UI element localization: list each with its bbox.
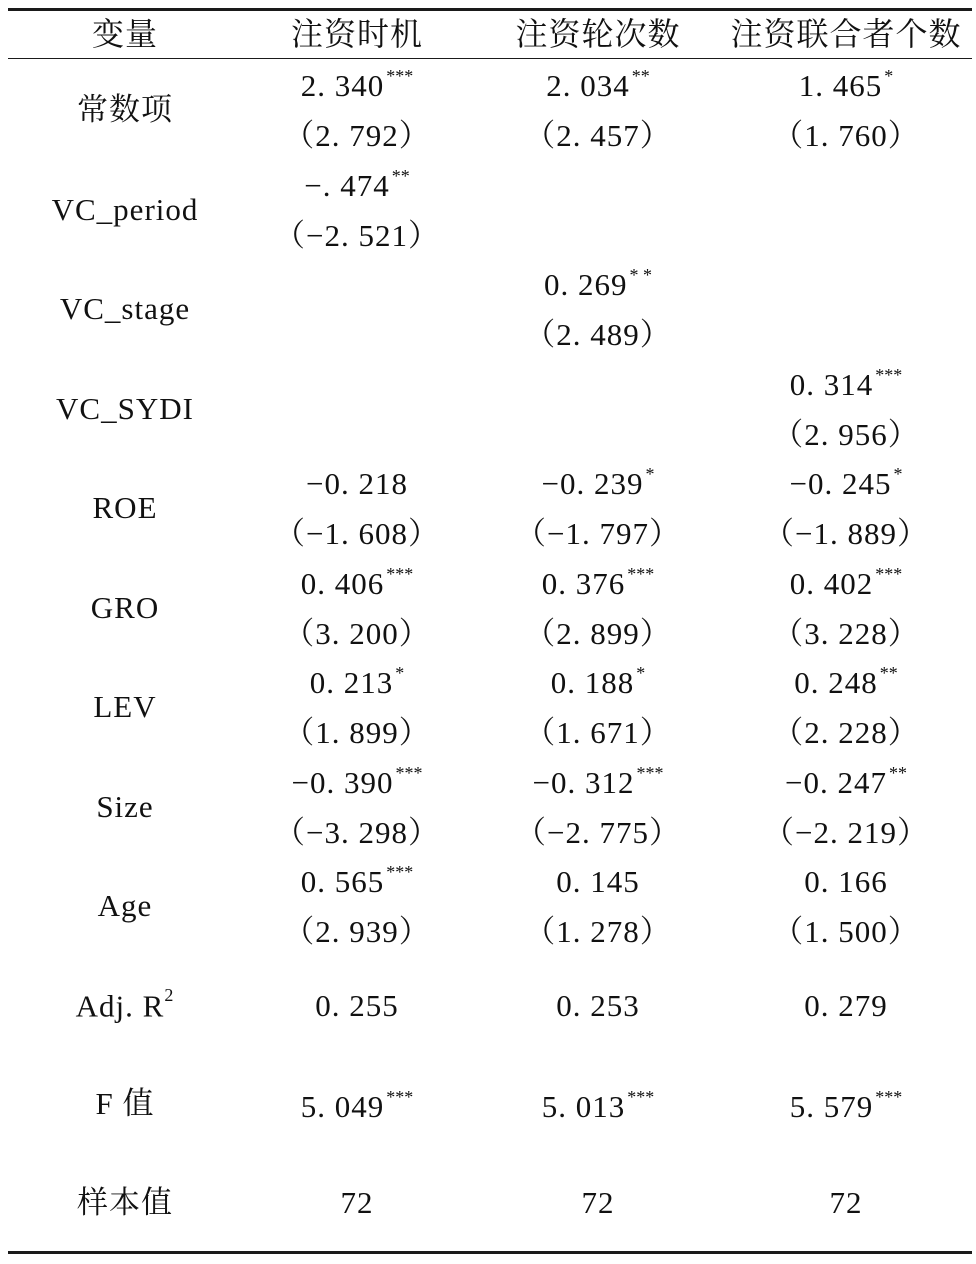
f-value-cell (541, 1087, 655, 1124)
significance-stars: * (395, 663, 405, 683)
sample-size-value: 72 (340, 1185, 374, 1220)
significance-stars: * (636, 663, 646, 683)
coefficient-cell (798, 66, 894, 103)
coefficient-value: 0. 188 (550, 665, 635, 700)
adj-r2-value: 0. 255 (315, 988, 399, 1023)
f-value-number: 5. 579 (789, 1089, 874, 1124)
coefficient-value: −0. 239 (541, 466, 644, 501)
coefficient-cell (789, 563, 903, 601)
t-statistic-cell: （2. 457） (524, 118, 672, 153)
row-variable-label: GRO (90, 589, 160, 625)
t-statistic-cell: （1. 899） (283, 715, 431, 750)
significance-stars: ** (631, 66, 650, 86)
coefficient-cell (541, 563, 655, 601)
coefficient-value: 0. 166 (804, 864, 888, 899)
significance-stars: * (893, 464, 903, 484)
coefficient-value: −. 474 (304, 167, 390, 203)
significance-stars: *** (386, 1087, 414, 1107)
t-statistic-cell: （−1. 797） (515, 516, 681, 551)
adj-r2-superscript: 2 (164, 985, 175, 1005)
row-variable-label: ROE (92, 490, 158, 525)
table-top-rule (8, 8, 972, 11)
t-statistic-cell: （1. 760） (772, 118, 920, 153)
t-statistic-cell: （−3. 298） (274, 814, 440, 850)
row-variable-label: Size (96, 788, 154, 824)
adj-r2-value: 0. 253 (556, 988, 640, 1023)
coefficient-cell (291, 762, 423, 800)
significance-stars: * (884, 66, 894, 86)
coefficient-cell (789, 364, 903, 402)
f-value-label: F 值 (95, 1086, 155, 1121)
coefficient-value: 0. 248 (794, 665, 878, 700)
table-header-rule (8, 58, 972, 59)
t-statistic-cell: （2. 899） (524, 615, 672, 651)
coefficient-value: 2. 034 (546, 68, 630, 103)
f-value-cell (300, 1087, 414, 1124)
row-variable-label: VC_period (51, 191, 199, 227)
significance-stars: *** (636, 762, 664, 783)
significance-stars: *** (875, 364, 903, 385)
row-variable-label: VC_SYDI (56, 390, 194, 426)
coefficient-value: −0. 247 (785, 764, 887, 800)
coefficient-value: 2. 340 (300, 68, 385, 103)
t-statistic-cell: （1. 671） (524, 715, 672, 750)
f-value-number: 5. 049 (300, 1089, 385, 1124)
significance-stars: *** (875, 1087, 903, 1107)
coefficient-value: 0. 376 (541, 565, 626, 601)
row-variable-label: Age (97, 888, 153, 923)
coefficient-cell (544, 265, 652, 302)
row-variable-label: LEV (93, 689, 157, 724)
header-rounds: 注资轮次数 (515, 16, 681, 52)
row-variable-label: 常数项 (77, 92, 173, 127)
coefficient-cell (785, 762, 907, 800)
coefficient-value: 0. 145 (556, 864, 640, 899)
coefficient-value: −0. 218 (306, 466, 408, 501)
coefficient-value: 0. 402 (789, 565, 874, 601)
coefficient-cell (532, 762, 664, 800)
header-timing: 注资时机 (290, 16, 424, 52)
coefficient-cell (300, 66, 414, 103)
coefficient-value: 0. 269 (544, 267, 628, 302)
coefficient-cell (309, 663, 405, 700)
coefficient-value: −0. 245 (789, 466, 892, 501)
t-statistic-cell: （1. 278） (524, 914, 672, 949)
row-variable-label: VC_stage (59, 291, 191, 326)
t-statistic-cell: （1. 500） (772, 914, 920, 949)
significance-stars: *** (627, 563, 655, 584)
significance-stars: *** (386, 66, 414, 86)
sample-size-value: 72 (829, 1185, 863, 1220)
t-statistic-cell: （−1. 608） (274, 516, 440, 551)
significance-stars: ** (888, 762, 907, 783)
significance-stars: *** (395, 762, 423, 783)
t-statistic-cell: （−2. 521） (274, 217, 440, 253)
t-statistic-cell: （−1. 889） (763, 516, 929, 551)
coefficient-value: 0. 314 (789, 366, 874, 402)
table-bottom-rule (8, 1251, 972, 1254)
coefficient-value: −0. 390 (291, 764, 394, 800)
coefficient-cell (546, 66, 650, 103)
sample-size-label: 样本值 (77, 1185, 173, 1220)
coefficient-cell (789, 464, 903, 501)
t-statistic-cell: （2. 228） (772, 715, 920, 750)
coefficient-value: 0. 406 (300, 565, 385, 601)
t-statistic-cell: （2. 939） (283, 914, 431, 949)
adj-r2-value: 0. 279 (804, 988, 888, 1023)
coefficient-cell (550, 663, 646, 700)
significance-stars: * (645, 464, 655, 484)
header-variable: 变量 (91, 16, 159, 52)
t-statistic-cell: （−2. 219） (763, 814, 929, 850)
coefficient-value: 0. 213 (309, 665, 394, 700)
significance-stars: ** (391, 165, 410, 186)
coefficient-cell (804, 866, 888, 897)
coefficient-value: 1. 465 (798, 68, 883, 103)
header-syndicate-count: 注资联合者个数 (730, 16, 962, 52)
f-value-number: 5. 013 (541, 1089, 626, 1124)
coefficient-value: −0. 312 (532, 764, 635, 800)
coefficient-cell (306, 468, 408, 499)
t-statistic-cell: （2. 792） (283, 118, 431, 153)
significance-stars: *** (386, 862, 414, 882)
coefficient-value: 0. 565 (300, 864, 385, 899)
adj-r2-label (75, 985, 175, 1024)
f-value-cell (789, 1087, 903, 1124)
significance-stars: ** (879, 663, 898, 683)
significance-stars: * * (629, 265, 652, 285)
t-statistic-cell: （3. 200） (283, 615, 431, 651)
sample-size-value: 72 (581, 1185, 615, 1220)
coefficient-cell (556, 866, 640, 897)
t-statistic-cell: （−2. 775） (515, 814, 681, 850)
t-statistic-cell: （2. 489） (524, 317, 672, 352)
significance-stars: *** (386, 563, 414, 584)
t-statistic-cell: （2. 956） (772, 416, 920, 452)
coefficient-cell (304, 165, 410, 203)
significance-stars: *** (627, 1087, 655, 1107)
adj-r2-text: Adj. R (75, 988, 165, 1024)
coefficient-cell (794, 663, 898, 700)
significance-stars: *** (875, 563, 903, 584)
t-statistic-cell: （3. 228） (772, 615, 920, 651)
coefficient-cell (300, 563, 414, 601)
coefficient-cell (541, 464, 655, 501)
coefficient-cell (300, 862, 414, 899)
